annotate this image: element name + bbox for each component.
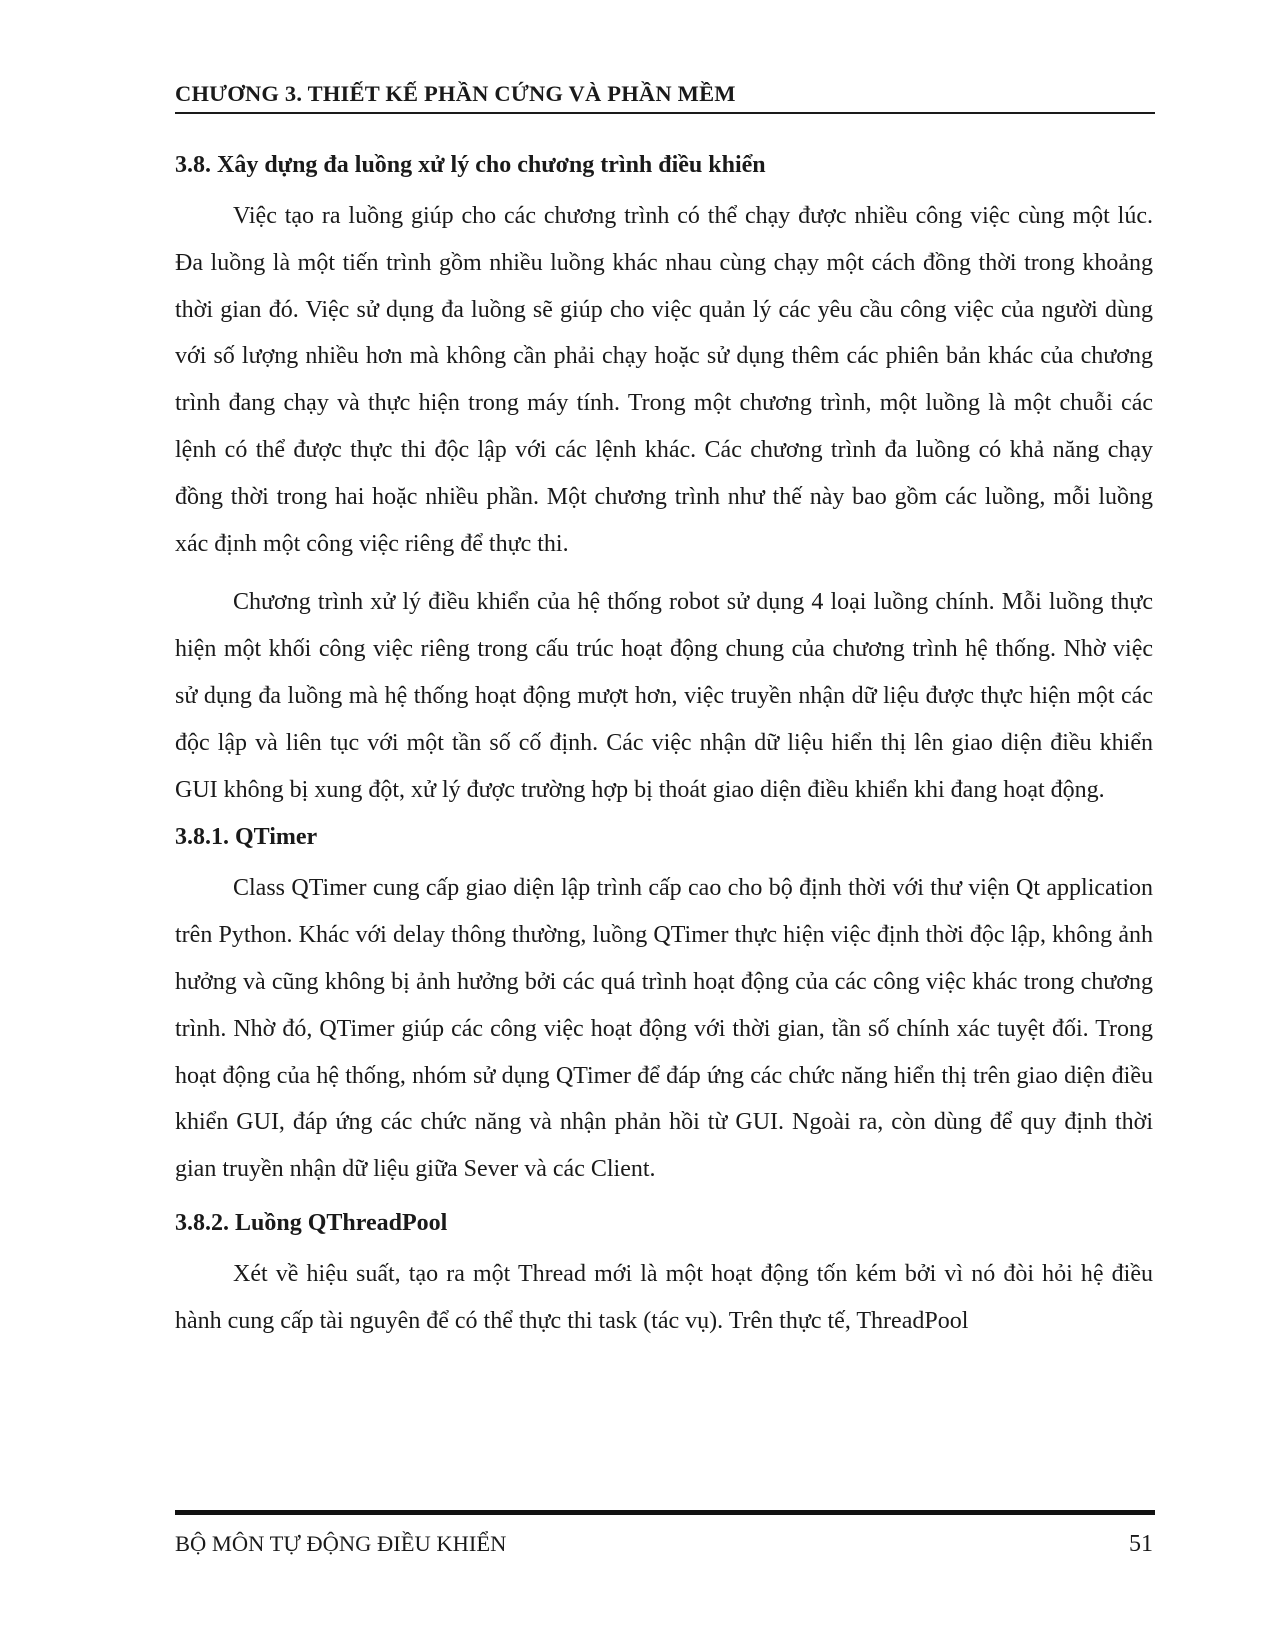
header-divider <box>175 112 1155 114</box>
subsection-qtimer-heading: 3.8.1. QTimer <box>175 824 318 851</box>
chapter-header: CHƯƠNG 3. THIẾT KẾ PHẦN CỨNG VÀ PHẦN MỀM <box>175 81 736 106</box>
section-paragraph-2: Chương trình xử lý điều khiển của hệ thống robot sử dụng 4 loại luồng chính. Mỗi luồng thực hiện một khối công việc riêng trong cấu trúc hoạt động chung của chương trình hệ thống. Nhờ việc sử dụng đa luồng mà hệ thống hoạt động mượt hơn, việc truyền nhận dữ liệu được thực hiện một các độc lập và liên tục với một tần số cố định. Các việc nhận dữ liệu hiển thị lên giao diện điều khiển GUI không bị xung đột, xử lý được trường hợp bị thoát giao diện điều khiển khi đang hoạt động. <box>175 589 1153 803</box>
page-body <box>175 147 1153 1345</box>
section-paragraph-1: Việc tạo ra luồng giúp cho các chương trình có thể chạy được nhiều công việc cùng một lúc. Đa luồng là một tiến trình gồm nhiều luồng khác nhau cùng chạy một cách đồng thời trong khoảng thời gian đó. Việc sử dụng đa luồng sẽ giúp cho việc quản lý các yêu cầu công việc của người dùng với số lượng nhiều hơn mà không cần phải chạy hoặc sử dụng thêm các phiên bản khác của chương trình đang chạy và thực hiện trong máy tính. Trong một chương trình, một luồng là một chuỗi các lệnh có thể được thực thi độc lập với các lệnh khác. Các chương trình đa luồng có khả năng chạy đồng thời trong hai hoặc nhiều phần. Một chương trình như thế này bao gồm các luồng, mỗi luồng xác định một công việc riêng để thực thi. <box>175 203 1153 557</box>
section-heading: 3.8. Xây dựng đa luồng xử lý cho chương trình điều khiển <box>175 152 766 178</box>
footer-department: BỘ MÔN TỰ ĐỘNG ĐIỀU KHIỂN <box>175 1531 507 1556</box>
subsection-qthreadpool-heading: 3.8.2. Luồng QThreadPool <box>175 1209 448 1236</box>
page-number: 51 <box>1129 1531 1153 1557</box>
footer-divider <box>175 1510 1155 1515</box>
subsection-qthreadpool-paragraph: Xét về hiệu suất, tạo ra một Thread mới là một hoạt động tốn kém bởi vì nó đòi hỏi hệ điều hành cung cấp tài nguyên để có thể thực thi task (tác vụ). Trên thực tế, ThreadPool <box>175 1260 1153 1334</box>
subsection-qtimer-paragraph: Class QTimer cung cấp giao diện lập trình cấp cao cho bộ định thời với thư viện Qt application trên Python. Khác với delay thông thường, luồng QTimer thực hiện việc định thời độc lập, không ảnh hưởng và cũng không bị ảnh hưởng bởi các quá trình hoạt động của các công việc khác trong chương trình. Nhờ đó, QTimer giúp các công việc hoạt động với thời gian, tần số chính xác tuyệt đối. Trong hoạt động của hệ thống, nhóm sử dụng QTimer để đáp ứng các chức năng hiển thị trên giao diện điều khiển GUI, đáp ứng các chức năng và nhận phản hồi từ GUI. Ngoài ra, còn dùng để quy định thời gian truyền nhận dữ liệu giữa Sever và các Client. <box>175 875 1153 1183</box>
